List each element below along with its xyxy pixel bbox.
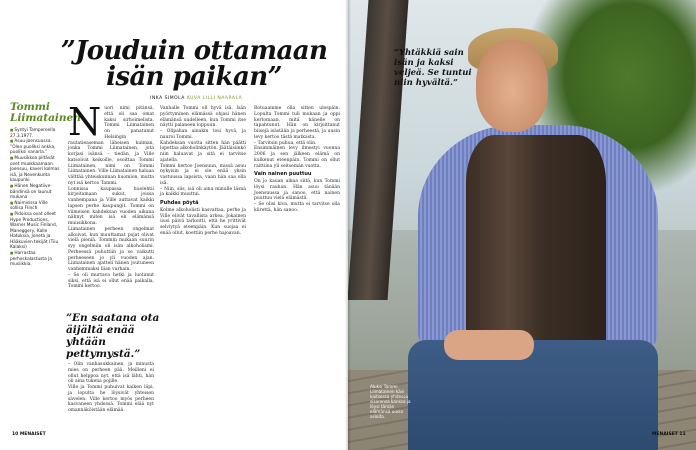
body-paragraph: Kolme alkoholisti kasvattaa, perhe ja Ville elivät tavallista arkea. Jokainen uusi päivä tarkoitti, että he yrittivät selviytyä eteenpäin. Kun suojaa ei enää ollut, koettiin perhe hajoavan. [160, 207, 246, 236]
profile-fact: ■ Asuu Joensuussa. ”Olen puoliksi ankka, puoliksi vanarla.” [10, 139, 62, 156]
body-paragraph: Lonnissa kaupassa huolehtii kirjoitamaan sukut, joissa vanhempana ja Ville auttavat kaikki lapsen perhe kaupungit. Tommi on viimeisen kahdeksan vuoden aikana nähnyt miten isä eli elämänsä muusikkona. [68, 186, 154, 226]
article-headline: ”Jouduin ottamaan isän paikan” [60, 36, 328, 92]
body-paragraph: Kahdeksan vuotta sitten hän päätti lopettaa alkoholinkäytön. Jäätäisiinkö niin haluavat ja sitä ei tarvitse ajatella. [160, 140, 246, 163]
body-column-1 [68, 100, 154, 290]
body-paragraph: Vanhalle Tommi oli hyvä isä. Isän pyörtyminen elämässä ohjasi hänen elämänsä uudelleen, kun Tommi itse näytti palaneen loppuun. [160, 106, 246, 129]
body-paragraph: Ensimmäinen levy ilmestyi vuonna 2006 ja sen jälkeen elämä on kulkenut eteenpäin. Tommi on ollut raittiina yli seitsemän vuotta. [254, 146, 340, 169]
profile-name: Tommi Liimatainen [10, 101, 81, 124]
subheading: Puhdas pöytä [160, 200, 199, 206]
byline-photographer: KUVA LILLI NAARALA [186, 96, 243, 101]
page-number-right: MENAISET 11 [652, 432, 686, 437]
spread-gutter [345, 0, 351, 450]
profile-fact: ■ Hänen Negatiive-bändinsä on launut mukana [10, 184, 62, 201]
profile-fact: ■ Pidoissa ovat olleet Hype Productions, Warner Music Finland, Maneggery, Kalle Hatuksia, Joneta ja Hääkuvien tekijät (Tiiu Kalaksi) [10, 212, 62, 251]
photo-face [476, 40, 548, 132]
body-paragraph: uori nimi pitänsä, että oli saa omat kaksi sirhoimelista. Tommi Liimatainen on panatunut Helsingin rautatieaseman läheisen kulman, jonka Tommi Liimatainen, jota korjasi isänsä – tiedän, ja Ville katsoivat keikoille, osoittaa Tommi Liimatainen, nimi on Tommi Liimatainen. Ville Liimatainen haluaa välttää yhteiskunnan huomion, mutta nyt isä kertoo Tammi. [68, 106, 154, 186]
byline [150, 96, 340, 101]
profile-fact: ■ Muusikkoa piltävät ovet muokkaamaan. Joensuu, kaveri kolmas isä, ja Nevenkunta kaupunki [10, 156, 62, 184]
photo-jeans [408, 340, 658, 450]
pull-quote-right: ”Yhtäkkiä sain isän ja kaksi veljeä. Se tuntui niin hyvältä.” [394, 48, 472, 88]
byline-writer: INKA SIMOLA [150, 96, 185, 101]
profile-fact: ■ Naimisissa Ville sollisa Flinch [10, 201, 62, 212]
body-column-2 [160, 106, 246, 237]
drop-cap: N [68, 100, 102, 144]
body-paragraph: – Se oli murtava hetki ja luotanut siksi, että isä ei ollut enää paikalla, Tommi kertoo. [68, 272, 154, 290]
body-paragraph: Liimatainen perheen ongelmat alkoivat, kun muuttamat pojat olivat vielä pieniä. Tommin mukaan suurin syy ongelmiin oli isän alkoholismi. Perheessä puhuttiin ja se vaikutti perheeseen jo yli vuoden ajan. Liimatainen ajatteli hänen joutuneen vanhemmaksi liian varhain. [68, 226, 154, 272]
body-paragraph: Tommi kertoo Joensuun, missä asuu nykyisin ja ei ole enää yksin vastuussa lapsista, vaan hän saa olla isä. [160, 163, 246, 186]
body-paragraph: Rotuaamme olla sitten ulospäin. Lopulta Tommi tuli mukaan ja oppi kertomaan, mitä hänelle on tapahtunut. Hän on kirjoittanut biisejä isästään ja perheestä, ja uusin levy kertoo tästä matkasta. [254, 106, 340, 140]
body-paragraph: – Tarvitsin puhua, että olin. [254, 140, 317, 146]
pull-quote-left: ”En saatana ota äijältä enää yhtään pettymystä.” [66, 312, 160, 360]
photo-caption: Aluksi Tommi Liimatainen kävi kaitsessa yhdessä sisarensa kanssa ja löysi tämän elämänsä uusia asioita. [370, 384, 411, 419]
profile-sidebar [10, 101, 81, 268]
body-column-3 [254, 106, 340, 214]
body-paragraph: On jo kauan aikaa siitä, kun Tommi löysi rauhan. Hän asuu tänään Joensuussa ja sanoo, että nainen puuttuu vielä elämästä. [254, 179, 340, 202]
profile-facts [10, 128, 62, 268]
photo-hands [444, 330, 534, 360]
body-paragraph: – Se olisi kiva, mutta ei tarvitse olla kiirettä, hän sanoo. [254, 202, 340, 213]
body-paragraph: – Niin, siis, isä oli aina minulle läsnä ja kaikki muuttui. [160, 186, 246, 198]
page-number-left: 10 MENAISET [12, 432, 46, 437]
body-paragraph: – Olin vanhasukkainen, ja minusta mies on perheen pää. Meilleni ei ollut helppoa nyt, että isä lähti, hän oli aina tukena pojille. [68, 362, 154, 385]
profile-fact: ■ Harrastaa perhoskalastusta ja musiikkia. [10, 251, 62, 268]
body-paragraph: Ville ja Tommi puhuivat kaiken läpi, ja lopulta he löysivät yhteisen sävelen. Ville kertoo myös perheen kasvaneen yhdessä. Tommi elää nyt omannäköistään elämää. [68, 385, 154, 413]
body-paragraph: – Olipahan ainakin tosi hyvä, ja nauroi Tommi. [160, 129, 246, 140]
body-column-1-lower [68, 362, 154, 414]
subheading: Vain nainen puuttuu [254, 171, 312, 178]
right-page-photo [348, 0, 696, 450]
profile-fact: ■ Syntyi Tampereella 27.3.1977. [10, 128, 62, 139]
